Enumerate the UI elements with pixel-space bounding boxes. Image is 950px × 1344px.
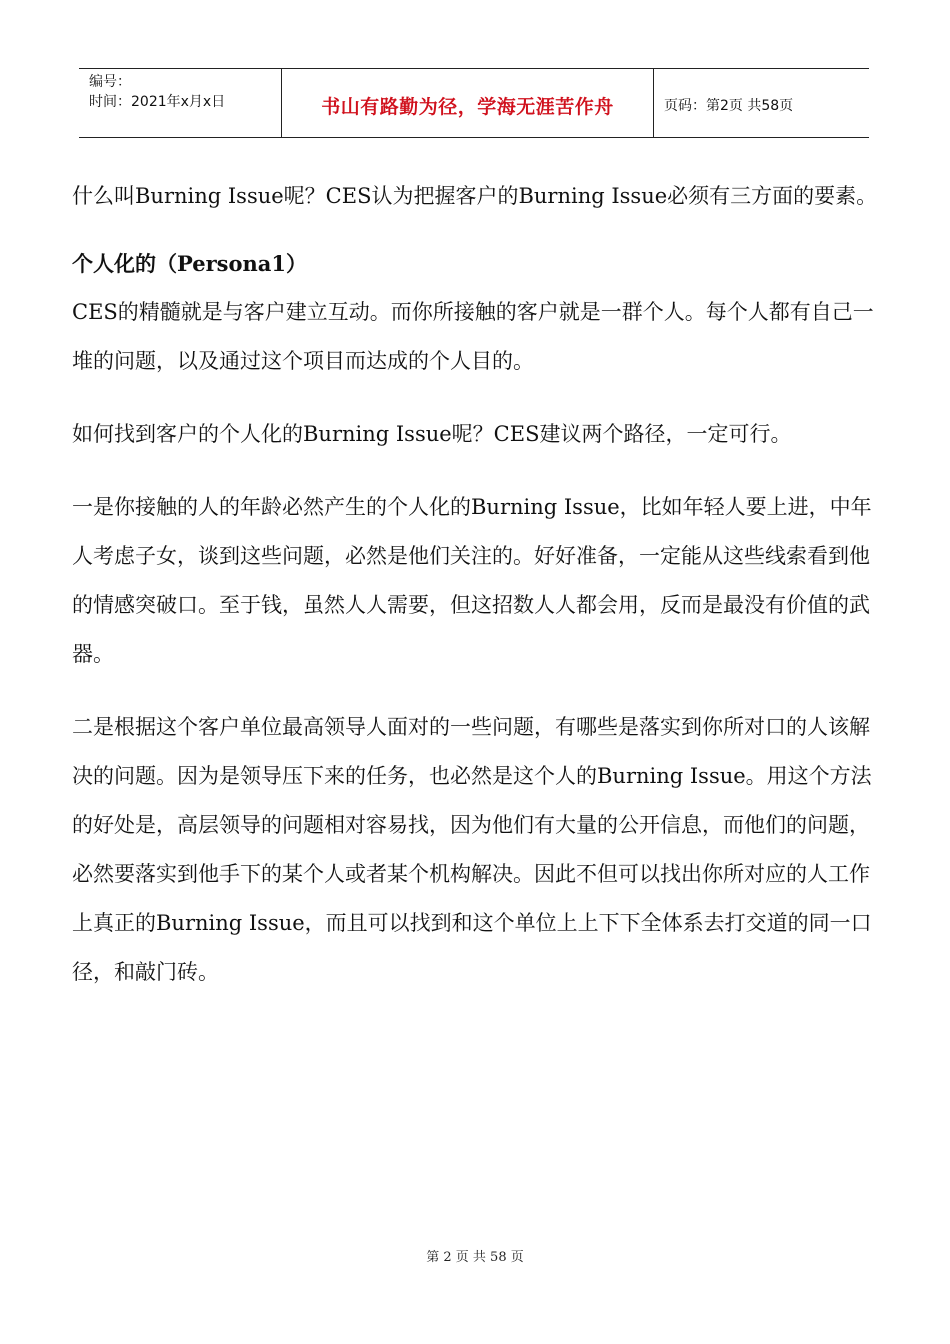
paragraph-intro: 什么叫Burning Issue呢？CES认为把握客户的Burning Issue必须有三方面的要素。 [72, 184, 878, 208]
document-date-label: 时间：2021年x月x日 [89, 94, 226, 110]
section-heading: 个人化的（Persona1） [72, 251, 307, 276]
paragraph-ces-essence: CES的精髓就是与客户建立互动。而你所接触的客户就是一群个人。每个人都有自己一堆的问题，以及通过这个项目而达成的个人目的。 [72, 300, 874, 373]
document-body [72, 172, 880, 997]
header-motto: 书山有路勤为径，学海无涯苦作舟 [282, 69, 654, 137]
header-meta [79, 69, 282, 137]
paragraph-path-two: 二是根据这个客户单位最高领导人面对的一些问题，有哪些是落实到你所对口的人该解决的问题。因为是领导压下来的任务，也必然是这个人的Burning Issue。用这个方法的好处是，高层领导的问题相对容易找，因为他们有大量的公开信息，而他们的问题，必然要落实到他手下的某个人或者某个机构解决。因此不但可以找出你所对应的人工作上真正的Burning Issue，而且可以找到和这个单位上上下下全体系去打交道的同一口径，和敲门砖。 [72, 715, 872, 984]
page-footer: 第 2 页 共 58 页 [426, 1250, 524, 1265]
paragraph-how-to-find: 如何找到客户的个人化的Burning Issue呢？CES建议两个路径，一定可行。 [72, 422, 792, 446]
document-header [79, 68, 869, 138]
document-number-label: 编号： [89, 74, 131, 90]
header-page-info: 页码：第2页 共58页 [664, 98, 794, 114]
paragraph-path-one: 一是你接触的人的年龄必然产生的个人化的Burning Issue，比如年轻人要上进，中年人考虑子女，谈到这些问题，必然是他们关注的。好好准备，一定能从这些线索看到他的情感突破口。至于钱，虽然人人需要，但这招数人人都会用，反而是最没有价值的武器。 [72, 495, 872, 666]
